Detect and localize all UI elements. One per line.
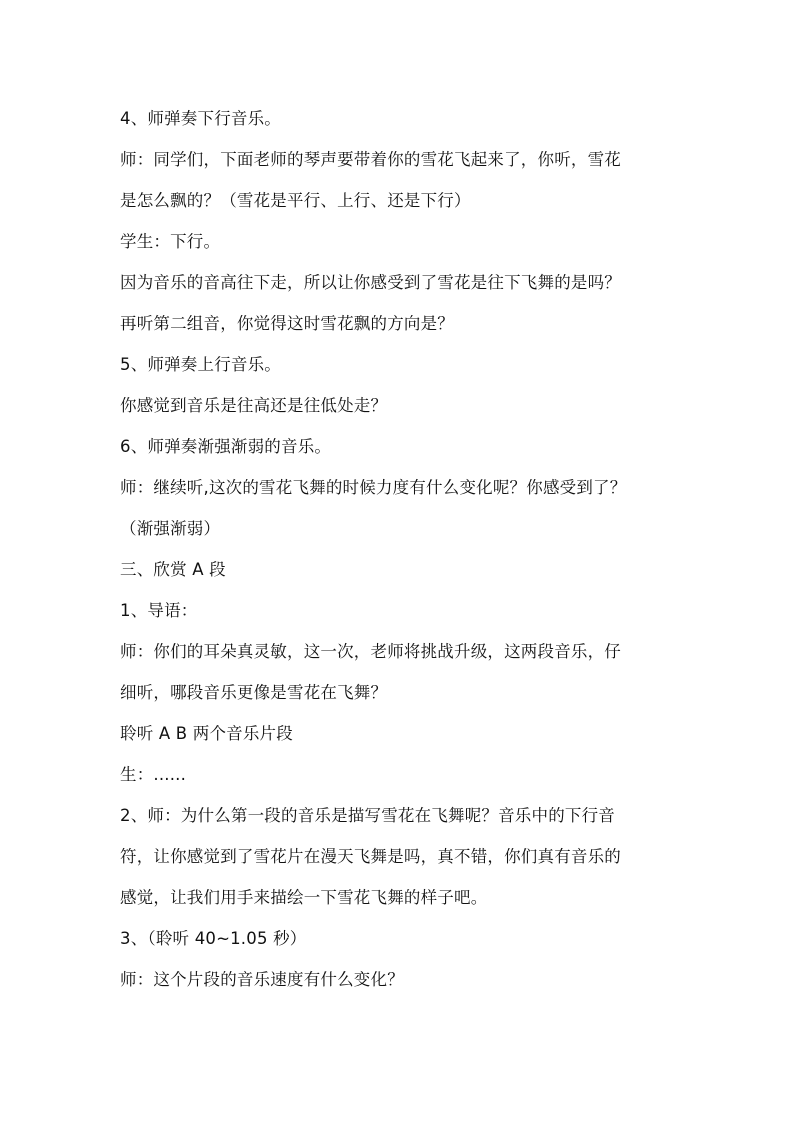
step-2-line-3: 感觉，让我们用手来描绘一下雪花飞舞的样子吧。 bbox=[120, 888, 488, 907]
step-2-line-1: 2、师：为什么第一段的音乐是描写雪花在飞舞呢？音乐中的下行音 bbox=[120, 806, 615, 825]
second-group-question: 再听第二组音，你觉得这时雪花飘的方向是？ bbox=[120, 314, 454, 333]
step-3-heading: 3、（聆听 40~1.05 秒） bbox=[120, 929, 307, 948]
section-3-heading: 三、欣赏 A 段 bbox=[120, 560, 226, 579]
student-response: 生：...... bbox=[120, 765, 187, 784]
student-answer: 学生：下行。 bbox=[120, 232, 221, 251]
step-6-heading: 6、师弹奏渐强渐弱的音乐。 bbox=[120, 437, 332, 456]
direction-question: 你感觉到音乐是往高还是往低处走？ bbox=[120, 396, 388, 415]
teacher-question-line-2: 是怎么飘的？（雪花是平行、上行、还是下行） bbox=[120, 191, 471, 210]
challenge-line-2: 细听，哪段音乐更像是雪花在飞舞？ bbox=[120, 683, 388, 702]
step-5-heading: 5、师弹奏上行音乐。 bbox=[120, 355, 281, 374]
tempo-question: 师：这个片段的音乐速度有什么变化？ bbox=[120, 970, 404, 989]
document-body bbox=[120, 98, 700, 1000]
explanation-line: 因为音乐的音高往下走，所以让你感受到了雪花是往下飞舞的是吗？ bbox=[120, 273, 621, 292]
teacher-question-line-1: 师：同学们，下面老师的琴声要带着你的雪花飞起来了，你听，雪花 bbox=[120, 150, 621, 169]
step-2-line-2: 符，让你感觉到了雪花片在漫天飞舞是吗，真不错，你们真有音乐的 bbox=[120, 847, 621, 866]
dynamics-answer: （渐强渐弱） bbox=[120, 519, 221, 538]
dynamics-question: 师：继续听,这次的雪花飞舞的时候力度有什么变化呢？你感受到了？ bbox=[120, 478, 627, 497]
listen-ab-line: 聆听 A B 两个音乐片段 bbox=[120, 724, 293, 743]
challenge-line-1: 师：你们的耳朵真灵敏，这一次，老师将挑战升级，这两段音乐，仔 bbox=[120, 642, 621, 661]
step-4-heading: 4、师弹奏下行音乐。 bbox=[120, 109, 281, 128]
intro-heading: 1、导语： bbox=[120, 601, 198, 620]
